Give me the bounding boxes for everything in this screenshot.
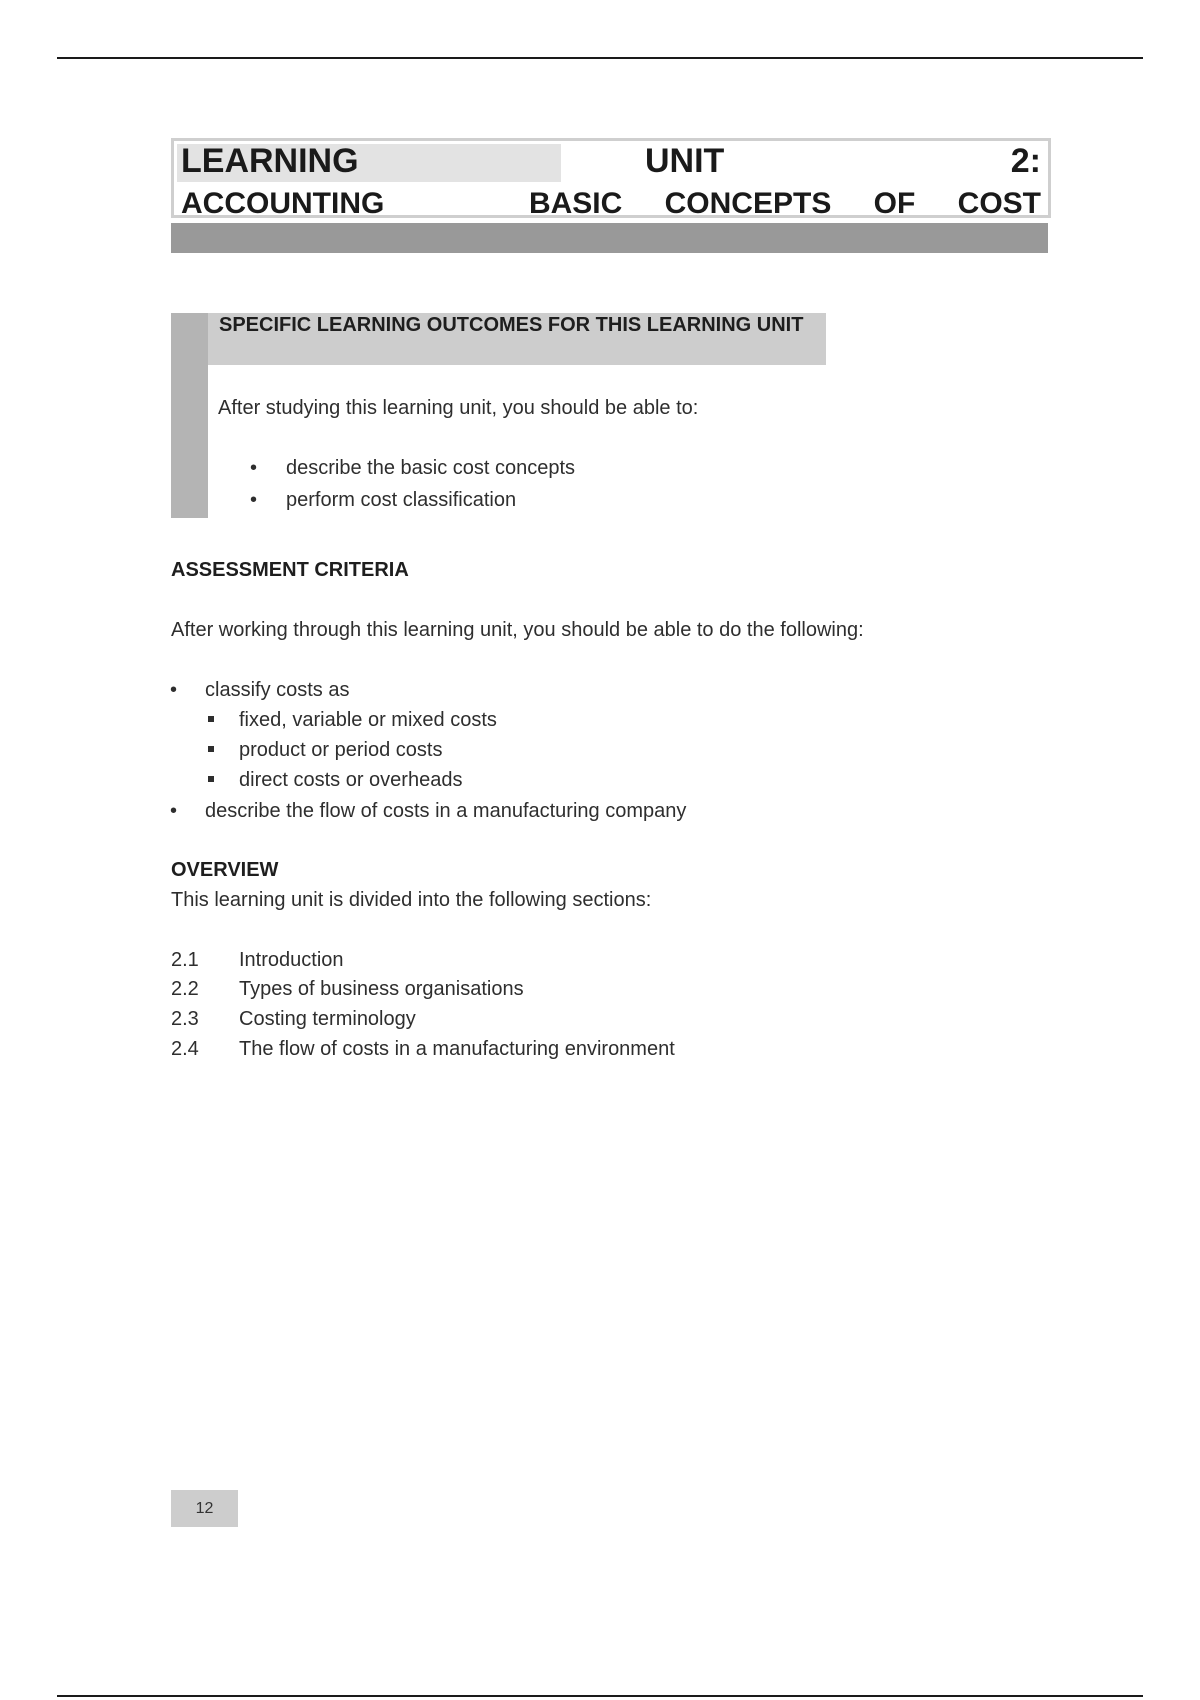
square-bullet <box>208 746 214 752</box>
section-label: Types of business organisations <box>239 978 524 1000</box>
outcomes-side-bar <box>171 313 208 518</box>
overview-intro: This learning unit is divided into the following sections: <box>171 889 652 911</box>
section-number: 2.1 <box>171 949 199 971</box>
section-number: 2.3 <box>171 1008 199 1030</box>
bullet-dot: • <box>250 457 258 479</box>
assessment-subitem: direct costs or overheads <box>239 769 463 791</box>
square-bullet <box>208 776 214 782</box>
outcome-item: perform cost classification <box>286 489 517 511</box>
unit-title <box>181 143 1041 222</box>
assessment-heading: ASSESSMENT CRITERIA <box>171 559 409 581</box>
section-number: 2.2 <box>171 978 199 1000</box>
unit-title-part1: LEARNING UNIT 2: <box>181 142 1041 180</box>
assessment-intro: After working through this learning unit, you should be able to do the following: <box>171 619 864 641</box>
section-number: 2.4 <box>171 1038 199 1060</box>
unit-title-part2: BASIC CONCEPTS OF COST <box>528 187 1041 220</box>
section-label: Costing terminology <box>239 1008 416 1030</box>
bullet-dot: • <box>170 679 178 701</box>
unit-title-line2: ACCOUNTING <box>181 187 385 220</box>
bottom-rule <box>57 1695 1143 1697</box>
outcome-item: describe the basic cost concepts <box>286 457 576 479</box>
square-bullet <box>208 716 214 722</box>
assessment-item: classify costs as <box>205 679 350 701</box>
section-label: Introduction <box>239 949 344 971</box>
outcomes-heading: SPECIFIC LEARNING OUTCOMES FOR THIS LEARNING UNIT <box>219 314 804 336</box>
section-label: The flow of costs in a manufacturing environment <box>239 1038 675 1060</box>
assessment-item: describe the flow of costs in a manufacturing company <box>205 800 687 822</box>
assessment-subitem: product or period costs <box>239 739 443 761</box>
title-underline-bar <box>171 223 1048 253</box>
bullet-dot: • <box>170 800 178 822</box>
outcomes-intro: After studying this learning unit, you should be able to: <box>218 397 699 419</box>
page-number: 12 <box>171 1490 238 1527</box>
top-rule <box>57 57 1143 59</box>
bullet-dot: • <box>250 489 258 511</box>
assessment-subitem: fixed, variable or mixed costs <box>239 709 497 731</box>
overview-heading: OVERVIEW <box>171 859 279 881</box>
